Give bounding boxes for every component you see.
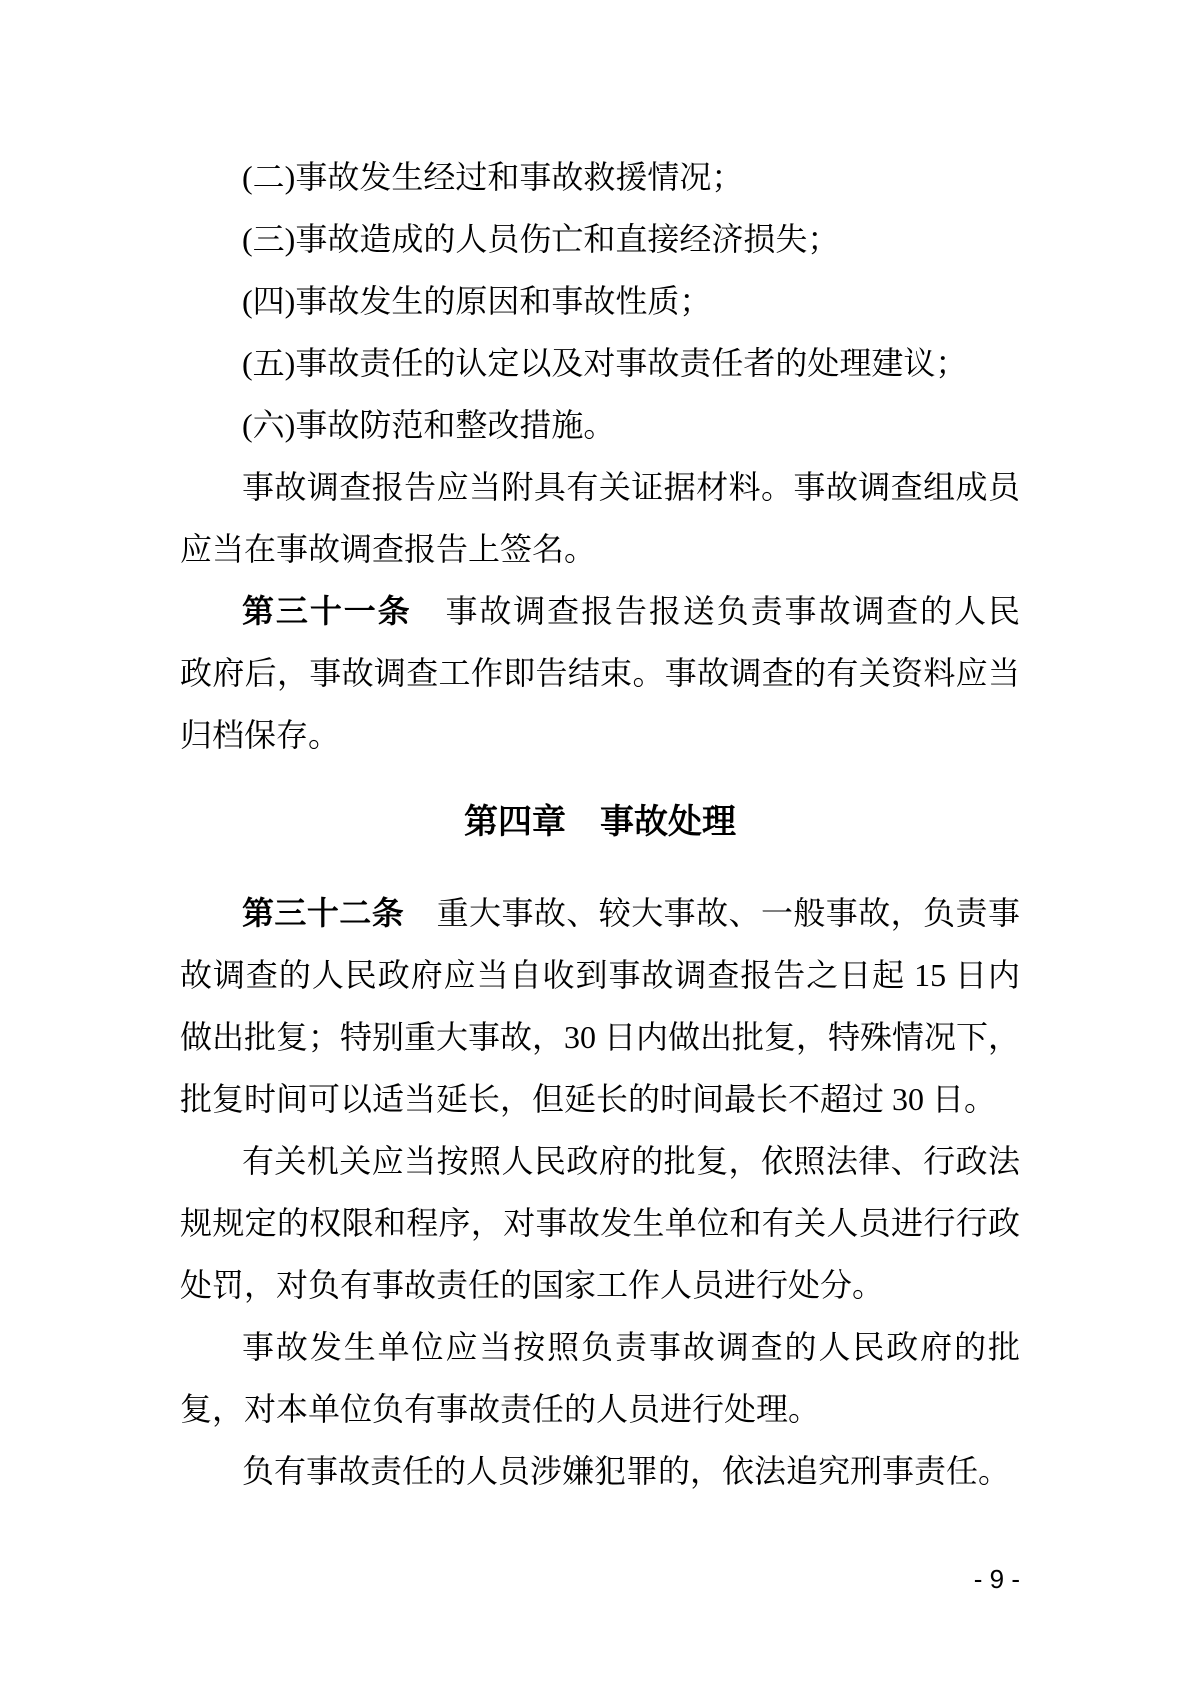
article-number-label: 第三十二条: [242, 895, 405, 931]
paragraph-line: 负有事故责任的人员涉嫌犯罪的，依法追究刑事责任。: [242, 1453, 1011, 1489]
page-number: - 9 -: [973, 1564, 1020, 1594]
chapter-heading: 第四章 事故处理: [464, 803, 736, 841]
clause-item: (二)事故发生经过和事故救援情况；: [242, 159, 744, 195]
paragraph-line: 事故调查报告应当附具有关证据材料。事故调查组成员: [242, 469, 1020, 505]
clause-item: (五)事故责任的认定以及对事故责任者的处理建议；: [242, 345, 968, 381]
paragraph-line: 复，对本单位负有事故责任的人员进行处理。: [180, 1391, 821, 1427]
paragraph-line: 批复时间可以适当延长，但延长的时间最长不超过 30 日。: [180, 1081, 997, 1117]
paragraph-line: 有关机关应当按照人民政府的批复，依照法律、行政法: [242, 1143, 1020, 1179]
clause-item: (三)事故造成的人员伤亡和直接经济损失；: [242, 221, 840, 257]
article-line: [180, 882, 1020, 944]
article-text: 事故调查报告报送负责事故调查的人民: [411, 593, 1020, 629]
clause-item: (六)事故防范和整改措施。: [242, 407, 616, 443]
paragraph-line: 处罚，对负有事故责任的国家工作人员进行处分。: [180, 1267, 885, 1303]
paragraph-line: 应当在事故调查报告上签名。: [180, 531, 597, 567]
article-number-label: 第三十一条: [242, 593, 412, 629]
paragraph-line: 事故发生单位应当按照负责事故调查的人民政府的批: [242, 1329, 1020, 1365]
clause-item: (四)事故发生的原因和事故性质；: [242, 283, 712, 319]
article-text: 重大事故、较大事故、一般事故，负责事: [404, 895, 1020, 931]
paragraph-line: 归档保存。: [180, 717, 341, 753]
paragraph-line: 做出批复；特别重大事故，30 日内做出批复，特殊情况下，: [180, 1019, 1021, 1055]
document-body: [180, 146, 1020, 1502]
paragraph-line: 政府后，事故调查工作即告结束。事故调查的有关资料应当: [180, 655, 1020, 691]
article-line: [180, 580, 1020, 642]
paragraph-line: 故调查的人民政府应当自收到事故调查报告之日起 15 日内: [180, 957, 1020, 993]
paragraph-line: 规规定的权限和程序，对事故发生单位和有关人员进行行政: [180, 1205, 1020, 1241]
